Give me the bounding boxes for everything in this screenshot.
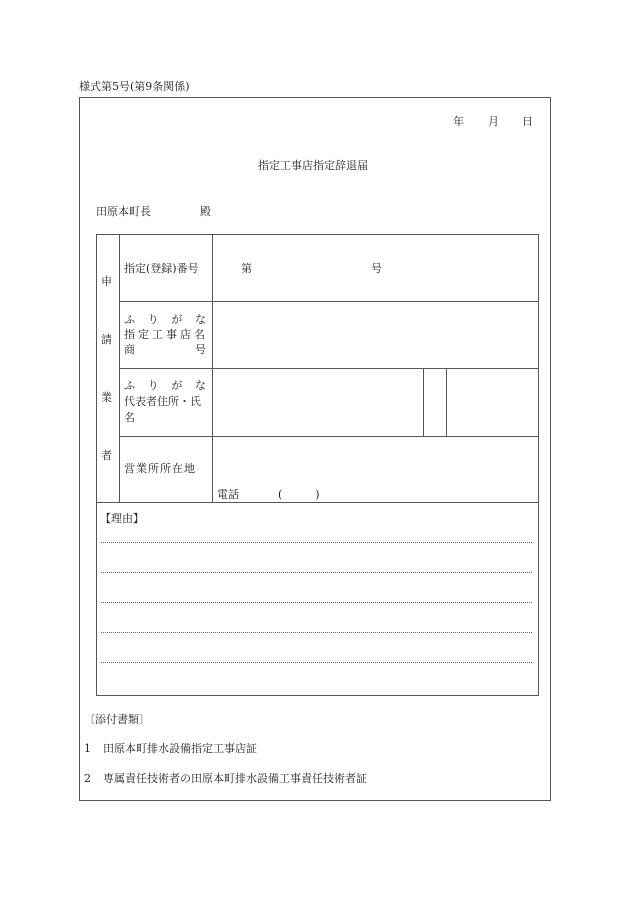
rep-label-line2: 名: [124, 411, 135, 424]
phone-label: 電話: [217, 488, 239, 501]
applicant-label-char: 者: [101, 449, 112, 462]
reason-line: [101, 602, 532, 603]
date-year: 年: [453, 115, 464, 128]
table-divider: [96, 502, 539, 503]
furigana-char: な: [194, 313, 206, 326]
trade-char: 号: [195, 343, 206, 356]
reason-line: [101, 662, 532, 663]
reason-line: [101, 572, 532, 573]
furigana-char: な: [194, 379, 206, 392]
reason-line: [101, 632, 532, 633]
shop-label: 指定工事店名: [124, 328, 208, 341]
form-title: 指定工事店指定辞退届: [258, 159, 368, 172]
reason-line: [101, 542, 532, 543]
date-day: 日: [522, 115, 533, 128]
phone-paren: ( ): [278, 488, 320, 501]
reason-label: 【理由】: [100, 512, 144, 525]
attachment-item: 専属責任技術者の田原本町排水設備工事責任技術者証: [103, 772, 367, 785]
furigana-char: が: [171, 313, 183, 326]
applicant-label-char: 請: [101, 333, 112, 346]
registration-label: 指定(登録)番号: [124, 262, 199, 275]
rep-label-line1: 代表者住所・氏: [124, 395, 201, 408]
rep-furigana: [124, 379, 206, 393]
attachment-number: 2: [84, 772, 91, 785]
attachment-item: 田原本町排水設備指定工事店証: [103, 742, 257, 755]
table-divider: [119, 301, 539, 302]
attachment-number: 1: [84, 742, 91, 755]
registration-prefix: 第: [241, 262, 252, 275]
trade-char: 商: [124, 343, 135, 356]
addressee-honorific: 殿: [200, 205, 211, 218]
furigana-char: が: [171, 379, 183, 392]
attachments-heading: 〔添付書類〕: [84, 713, 150, 726]
furigana-char: ふ: [124, 313, 135, 326]
furigana-char: ふ: [124, 379, 135, 392]
furigana-char: り: [147, 313, 159, 326]
date-month: 月: [488, 115, 499, 128]
addressee-name: 田原本町長: [96, 205, 151, 218]
applicant-label-char: 申: [101, 275, 112, 288]
table-divider: [423, 368, 424, 436]
office-label: 営業所所在地: [124, 462, 196, 475]
table-divider: [119, 436, 539, 437]
furigana-char: り: [147, 379, 159, 392]
table-divider: [119, 368, 539, 369]
shop-trade-name: [124, 343, 206, 357]
form-header: 様式第5号(第9条関係): [79, 80, 190, 93]
shop-furigana: [124, 313, 206, 327]
applicant-label-char: 業: [101, 391, 112, 404]
registration-suffix: 号: [371, 262, 382, 275]
table-divider: [446, 368, 447, 436]
